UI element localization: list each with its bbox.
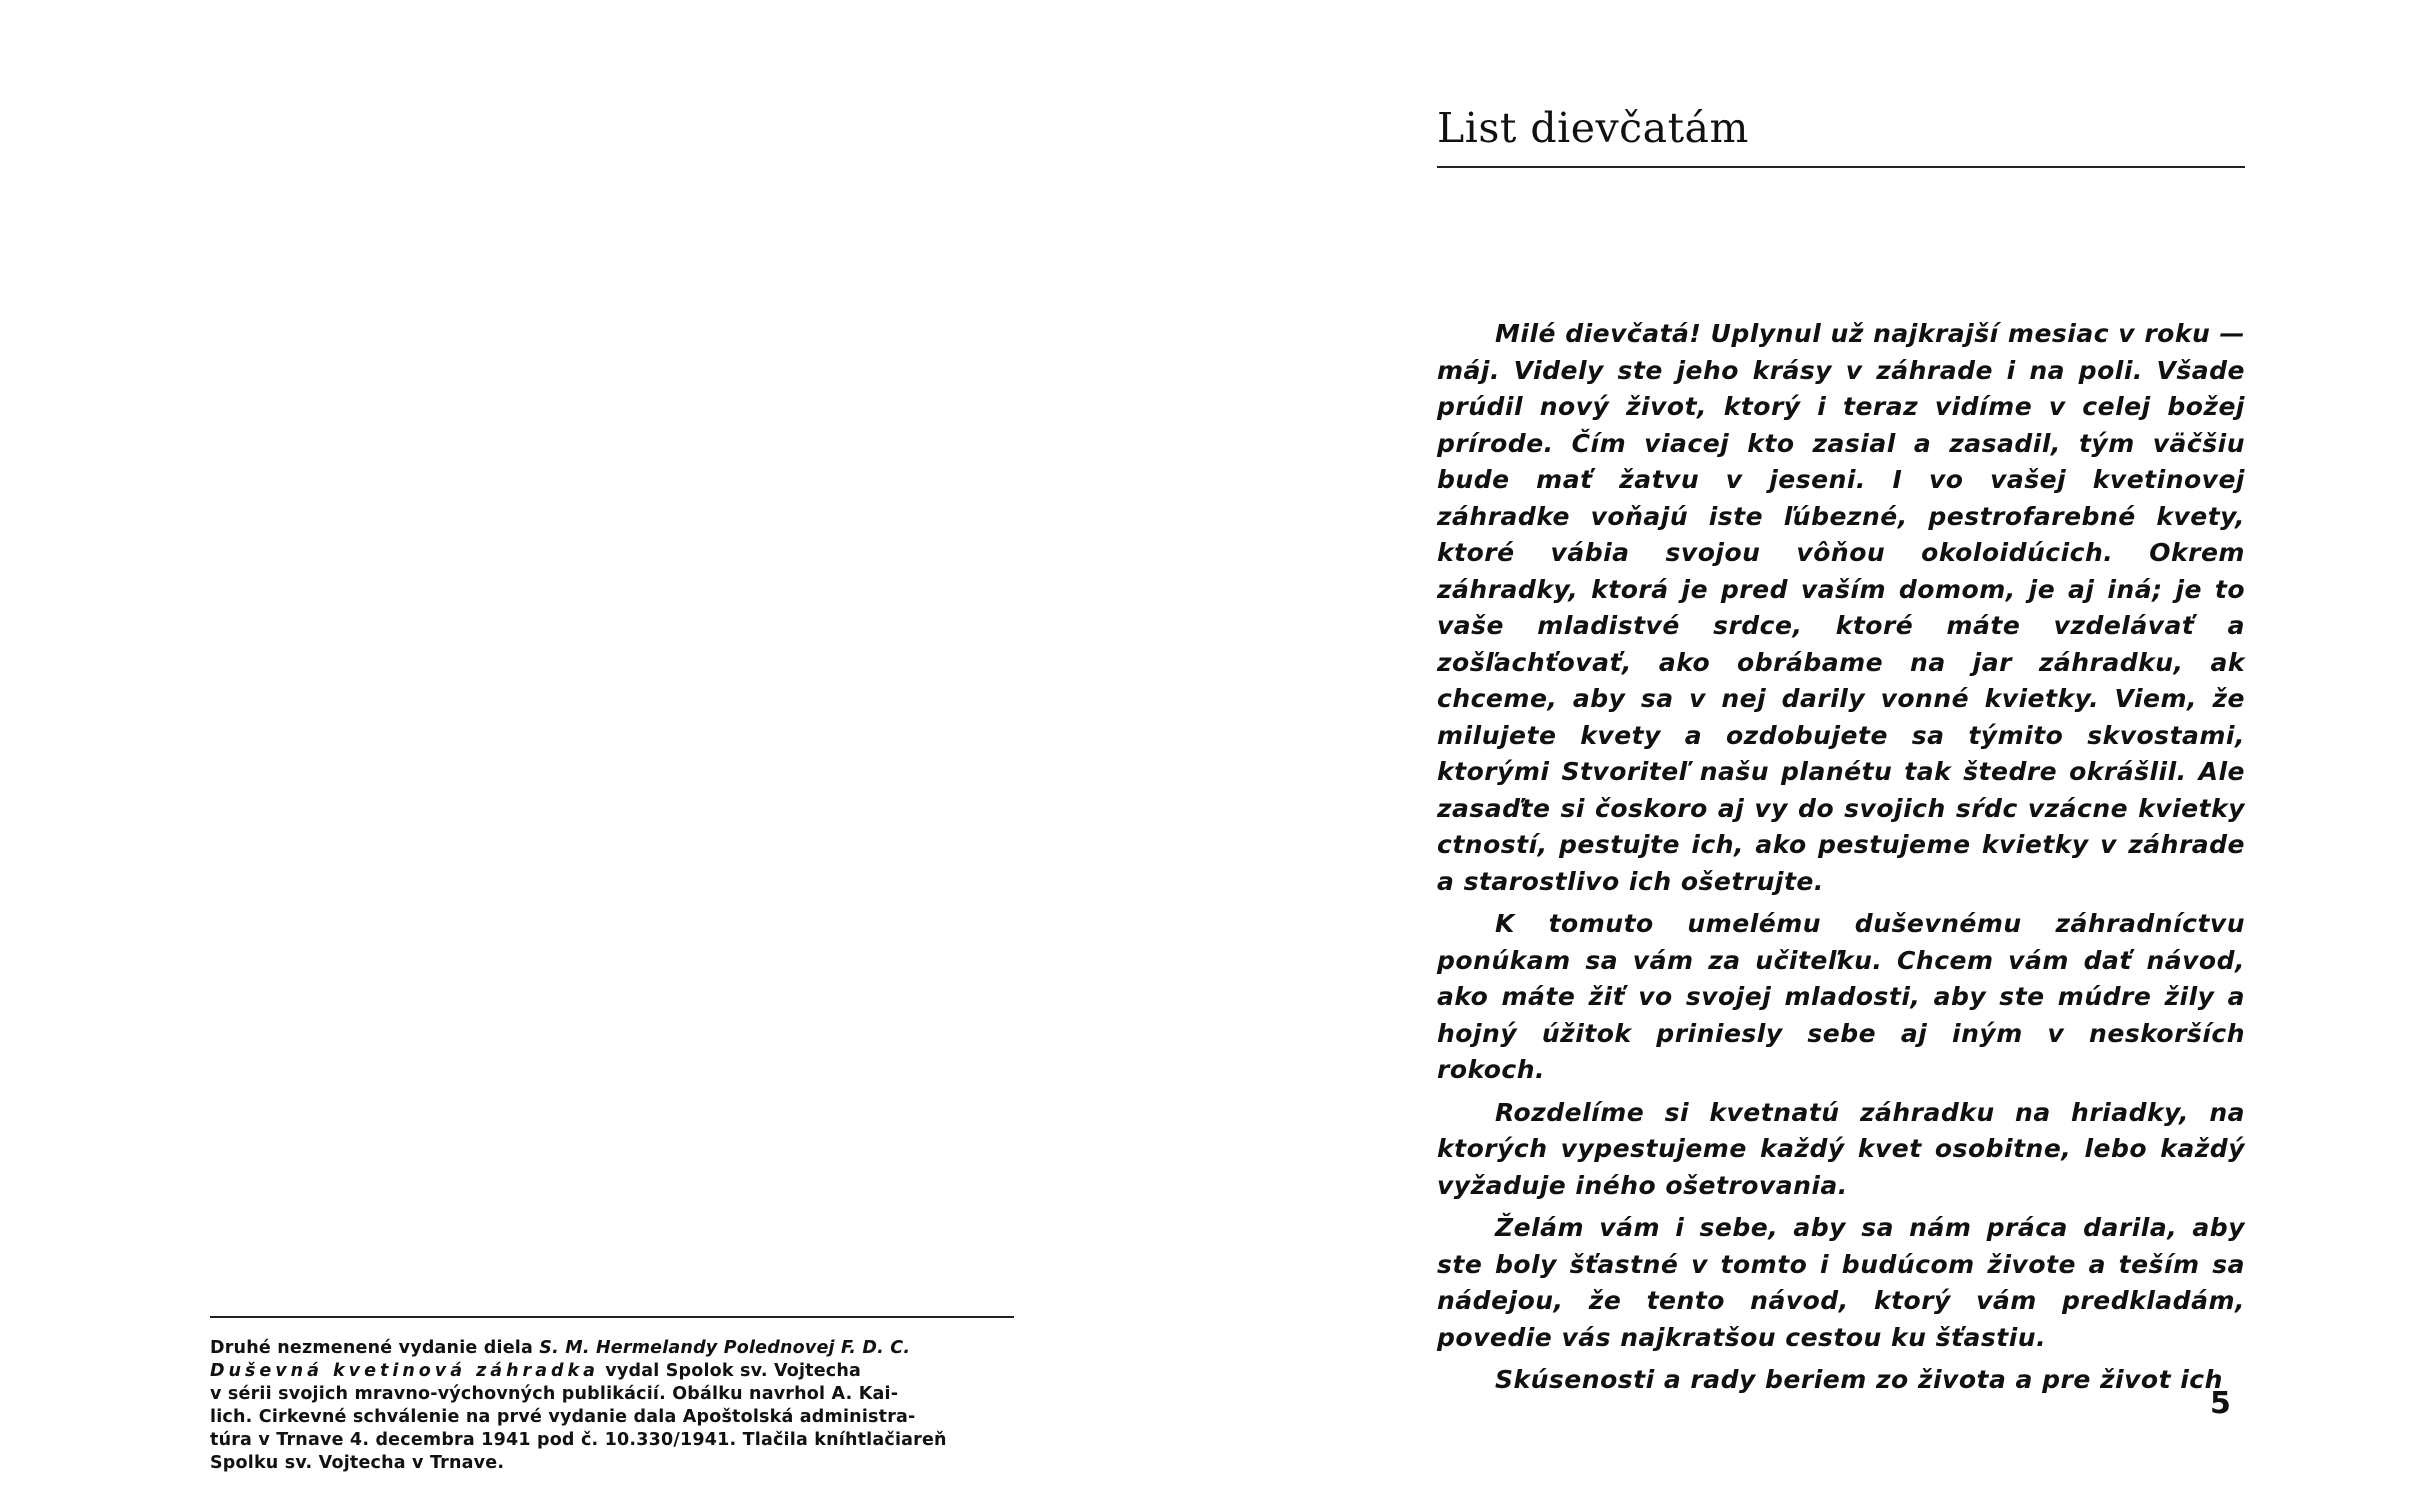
letter-body bbox=[1437, 316, 2245, 1405]
paragraph: K tomuto umelému duševnému záhradníctvu ponúkam sa vám za učiteľku. Chcem vám dať návod, ako máte žiť vo svojej mladosti, aby ste múdre žily a hojný úžitok priniesly sebe aj iným v neskorších rokoch. bbox=[1437, 909, 2245, 1084]
title-divider bbox=[1437, 166, 2245, 168]
page-title: List dievčatám bbox=[1437, 104, 1749, 152]
imprint-line: Druhé nezmenené vydanie diela S. M. Hermelandy Polednovej F. D. C. bbox=[210, 1338, 911, 1358]
paragraph: Rozdelíme si kvetnatú záhradku na hriadky, na ktorých vypestujeme každý kvet osobitne, lebo každý vyžaduje iného ošetrovania. bbox=[1437, 1097, 2245, 1200]
imprint-line: lich. Cirkevné schválenie na prvé vydanie dala Apoštolská administra- bbox=[210, 1407, 916, 1427]
paragraph: Milé dievčatá! Uplynul už najkrajší mesiac v roku — máj. Videly ste jeho krásy v záhrade i na poli. Všade prúdil nový život, ktorý i teraz vidíme v celej božej prírode. Čím viacej kto zasial a zasadil, tým väčšiu bude mať žatvu v jeseni. I vo vašej kvetinovej záhradke voňajú iste ľúbezné, pestrofarebné kvety, ktoré vábia svojou vôňou okoloidúcich. Okrem záhradky, ktorá je pred vaším domom, je aj iná; je to vaše mladistvé srdce, ktoré máte vzdelávať a zošľachťovať, ako obrábame na jar záhradku, ak chceme, aby sa v nej darily vonné kvietky. Viem, že milujete kvety a ozdobujete sa týmito skvostami, ktorými Stvoriteľ našu planétu tak štedre okrášlil. Ale zasaďte si čoskoro aj vy do svojich sŕdc vzácne kvietky ctností, pestujte ich, ako pestujeme kvietky v záhrade a starostlivo ich ošetrujte. bbox=[1437, 319, 2245, 896]
imprint-block bbox=[210, 1337, 1020, 1475]
right-page bbox=[1210, 0, 2420, 1500]
page-number: 5 bbox=[2210, 1386, 2231, 1421]
paragraph: Želám vám i sebe, aby sa nám práca darila, aby ste boly šťastné v tomto i budúcom živote a teším sa nádejou, že tento návod, ktorý vám predkladám, povedie vás najkratšou cestou ku šťastiu. bbox=[1437, 1213, 2245, 1352]
imprint-line: Spolku sv. Vojtecha v Trnave. bbox=[210, 1453, 505, 1473]
imprint-divider bbox=[210, 1316, 1014, 1318]
paragraph: Skúsenosti a rady beriem zo života a pre život ich bbox=[1495, 1365, 2223, 1394]
imprint-line: túra v Trnave 4. decembra 1941 pod č. 10.330/1941. Tlačila kníhtlačiareň bbox=[210, 1430, 947, 1450]
imprint-line: v sérii svojich mravno-výchovných publikácií. Obálku navrhol A. Kai- bbox=[210, 1384, 899, 1404]
imprint-line: Duševná kvetinová záhradka vydal Spolok sv. Vojtecha bbox=[210, 1361, 862, 1381]
